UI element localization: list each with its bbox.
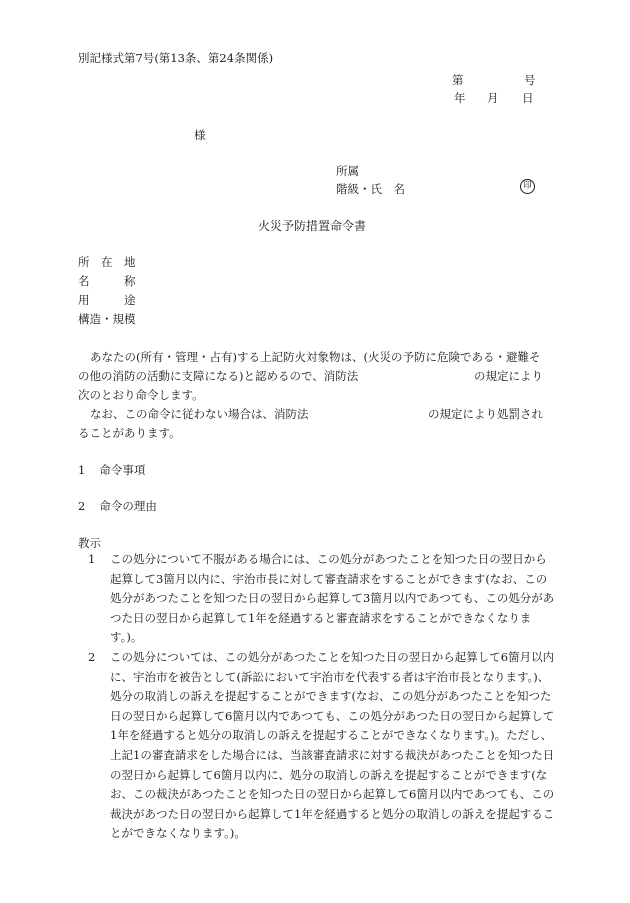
field-use-label: 用 途	[78, 293, 136, 307]
section-1	[78, 462, 145, 478]
section-number: 2	[78, 499, 86, 513]
form-label: 別記様式第7号(第13条、第24条関係)	[78, 51, 274, 65]
body-paragraph2-line1a: なお、この命令に従わない場合は、消防法	[90, 407, 309, 421]
instruction-item-text: この処分について不服がある場合には、この処分があつたことを知つた日の翌日から起算して3箇月以内に、宇治市長に対して審査請求をすることができます(なお、この処分があつたことを知つた日の翌日から起算して3箇月以内であつても、この処分があつた日の翌日から起算して1年を経過すると審査請求をすることができなくなります。)。	[110, 552, 555, 645]
instruction-item-number: 2	[88, 650, 96, 664]
instruction-item-text: この処分については、この処分があつたことを知つた日の翌日から起算して6箇月以内に、宇治市を被告として(訴訟において宇治市を代表する者は宇治市長となります。)、処分の取消しの訴えを提起することができます(なお、この処分があつたことを知つた日の翌日から起算して6箇月以内であつても、この処分があつた日の翌日から起算して1年を経過すると処分の取消しの訴えを提起することができなくなります。)。ただし、上記1の審査請求をした場合には、当該審査請求に対する裁決があつたことを知つた日の翌日から起算して6箇月以内に、処分の取消しの訴えを提起することができます(なお、この裁決があつたことを知つた日の翌日から起算して6箇月以内であつても、この裁決があつた日の翌日から起算して1年を経過すると処分の取消しの訴えを提起することができなくなります。)。	[110, 650, 555, 841]
field-location-label: 所 在 地	[78, 255, 136, 269]
seal-icon: 印	[520, 179, 535, 194]
date-month: 月	[487, 91, 499, 105]
field-structure-label: 構造・規模	[78, 312, 136, 326]
number-suffix: 号	[524, 73, 536, 87]
body-paragraph2-line1b: の規定により処罰され	[428, 407, 543, 421]
date-year: 年	[454, 91, 466, 105]
body-paragraph2-line2: ることがあります。	[78, 426, 181, 440]
issuer-rank-name-label: 階級・氏 名	[336, 182, 405, 196]
instruction-item-number: 1	[88, 552, 96, 566]
field-name-label: 名 称	[78, 274, 136, 288]
instruction-heading: 教示	[78, 536, 101, 550]
section-2	[78, 498, 157, 514]
document-title: 火災予防措置命令書	[258, 219, 367, 233]
number-prefix: 第	[452, 73, 464, 87]
body-paragraph1-line1: あなたの(所有・管理・占有)する上記防火対象物は、(火災の予防に危険である・避難そ	[90, 350, 541, 364]
addressee-suffix: 様	[194, 128, 206, 142]
instruction-item-1	[88, 550, 558, 648]
section-number: 1	[78, 463, 86, 477]
date-day: 日	[522, 91, 534, 105]
section-label: 命令事項	[99, 463, 146, 477]
body-paragraph1-line2a: の他の消防の活動に支障になる)と認めるので、消防法	[78, 369, 359, 383]
section-label: 命令の理由	[99, 499, 157, 513]
body-paragraph1-line3: 次のとおり命令します。	[78, 388, 204, 402]
issuer-affiliation-label: 所属	[336, 164, 359, 178]
instruction-item-2	[88, 648, 558, 844]
body-paragraph1-line2b: の規定により	[474, 369, 543, 383]
